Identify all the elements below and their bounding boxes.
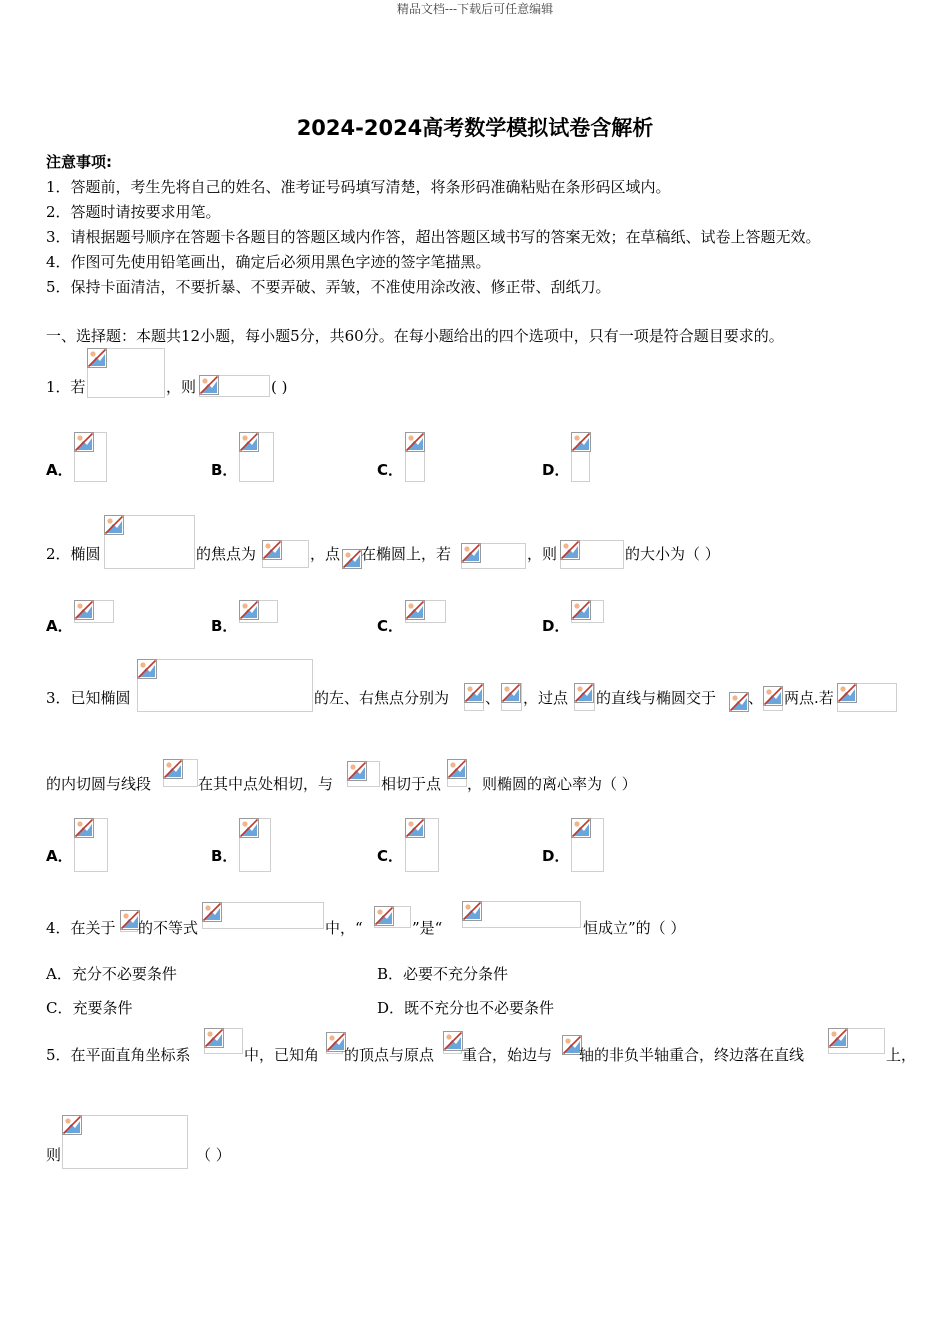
option-label: C． [377,461,404,479]
broken-image-icon [828,1028,848,1048]
option-image [239,818,271,872]
option-image [74,432,107,482]
broken-image-icon [87,348,107,368]
broken-image-icon [560,540,580,560]
page-title: 2024-2024高考数学模拟试卷含解析 [296,116,654,140]
q5-text: 则 [46,1146,62,1164]
broken-image-icon [461,543,481,563]
option-image [74,818,108,872]
formula-image [342,549,361,569]
q5-text: 重合，始边与 [462,1046,553,1064]
formula-image [828,1028,885,1054]
broken-image-icon [342,549,362,569]
notice-item: 5．保持卡面清洁，不要折暴、不要弄破、弄皱，不准使用涂改液、修正带、刮纸刀。 [46,278,611,296]
q3-text: 两点.若 [784,689,834,707]
formula-image [560,540,624,569]
formula-image [262,540,309,568]
broken-image-icon [239,818,259,838]
q5-number: 5．在平面直角坐标系 [46,1046,191,1064]
formula-image [199,375,270,397]
broken-image-icon [137,659,157,679]
q4-text: 中，“ [325,919,363,937]
formula-image [501,683,522,711]
broken-image-icon [74,600,94,620]
formula-image [204,1028,243,1054]
formula-image [462,901,581,928]
formula-image [562,1035,579,1054]
option-image [405,432,425,482]
option-label: C． [377,847,404,865]
q4-text: 恒成立”的（ ） [583,919,686,937]
broken-image-icon [571,432,591,452]
q5-text: 中，已知角 [244,1046,320,1064]
option-image [74,600,114,623]
broken-image-icon [405,600,425,620]
formula-image [87,348,165,398]
formula-image [574,683,595,711]
notice-item: 2．答题时请按要求用笔。 [46,203,221,221]
formula-image [464,683,484,711]
q4-option-a: A．充分不必要条件 [46,965,177,983]
q2-text: 的焦点为 [196,545,257,563]
q2-text: ，点 [310,545,341,563]
option-label: B． [211,461,238,479]
option-image [239,432,274,482]
broken-image-icon [464,683,484,703]
formula-image [443,1031,462,1054]
broken-image-icon [74,432,94,452]
broken-image-icon [74,818,94,838]
q2-text: ，则 [527,545,558,563]
notice-heading: 注意事项: [46,153,112,171]
option-label: A． [46,461,73,479]
formula-image [447,759,467,787]
formula-image [62,1115,188,1169]
q4-text: ”是“ [412,919,443,937]
broken-image-icon [204,1028,224,1048]
formula-image [763,686,783,711]
broken-image-icon [763,686,783,706]
q3-text: 、 [748,689,764,707]
formula-image [163,759,198,787]
page-header: 精品文档---下载后可任意编辑 [396,2,554,16]
broken-image-icon [374,906,394,926]
option-label: B． [211,847,238,865]
broken-image-icon [262,540,282,560]
option-label: C． [377,617,404,635]
q3-text: ，则椭圆的离心率为（ ） [467,775,637,793]
broken-image-icon [62,1115,82,1135]
notice-item: 3．请根据题号顺序在答题卡各题目的答题区域内作答，超出答题区域书写的答案无效；在草稿纸、试卷上答题无效。 [46,228,821,246]
formula-image [374,906,411,928]
notice-item: 1．答题前，考生先将自己的姓名、准考证号码填写清楚，将条形码准确粘贴在条形码区域内。 [46,178,671,196]
broken-image-icon [239,600,259,620]
q4-option-b: B．必要不充分条件 [377,965,509,983]
q3-text: 相切于点 [381,775,442,793]
broken-image-icon [199,375,219,395]
broken-image-icon [120,910,140,930]
formula-image [120,910,138,932]
broken-image-icon [443,1031,463,1051]
formula-image [347,761,380,787]
q5-text: 轴的非负半轴重合，终边落在直线 [579,1046,805,1064]
option-label: D． [542,617,570,635]
broken-image-icon [202,902,222,922]
q4-option-d: D．既不充分也不必要条件 [377,999,555,1017]
q4-number: 4．在关于 [46,919,116,937]
broken-image-icon [462,901,482,921]
option-image [571,600,604,623]
option-label: D． [542,461,570,479]
q5-paren: （ ） [196,1146,231,1164]
formula-image [104,515,195,569]
q3-text: 的左、右焦点分别为 [314,689,450,707]
broken-image-icon [447,759,467,779]
option-label: D． [542,847,570,865]
broken-image-icon [239,432,259,452]
broken-image-icon [837,683,857,703]
broken-image-icon [405,432,425,452]
broken-image-icon [574,683,594,703]
q3-text: 的内切圆与线段 [46,775,152,793]
q3-text: ，过点 [523,689,569,707]
option-image [571,432,590,482]
formula-image [729,692,748,712]
q3-text: 的直线与椭圆交于 [596,689,717,707]
broken-image-icon [163,759,183,779]
formula-image [837,683,897,712]
q3-text: 、 [485,689,501,707]
q2-number: 2．椭圆 [46,545,101,563]
option-image [239,600,278,623]
q1-number: 1．若 [46,378,86,396]
q2-text: 的大小为（ ） [625,545,720,563]
q4-text: 的不等式 [138,919,199,937]
broken-image-icon [405,818,425,838]
q1-text: ，则 [166,378,197,396]
broken-image-icon [326,1032,346,1052]
section-heading: 一、选择题：本题共12小题，每小题5分，共60分。在每小题给出的四个选项中，只有一项是符合题目要求的。 [46,327,784,345]
notice-item: 4．作图可先使用铅笔画出，确定后必须用黑色字迹的签字笔描黑。 [46,253,491,271]
formula-image [137,659,313,712]
q5-text: 上， [886,1046,917,1064]
option-label: B． [211,617,238,635]
q1-paren: ( ) [271,378,288,396]
option-label: A． [46,617,73,635]
q3-text: 在其中点处相切，与 [198,775,334,793]
formula-image [461,543,526,569]
option-image [571,818,604,872]
option-label: A． [46,847,73,865]
q4-option-c: C．充要条件 [46,999,133,1017]
formula-image [326,1032,343,1054]
broken-image-icon [571,818,591,838]
option-image [405,600,446,623]
broken-image-icon [729,692,749,712]
q5-text: 的顶点与原点 [344,1046,435,1064]
broken-image-icon [501,683,521,703]
option-image [405,818,439,872]
q2-text: 在椭圆上，若 [361,545,452,563]
q3-number: 3．已知椭圆 [46,689,131,707]
formula-image [202,902,324,929]
broken-image-icon [347,761,367,781]
broken-image-icon [571,600,591,620]
broken-image-icon [104,515,124,535]
